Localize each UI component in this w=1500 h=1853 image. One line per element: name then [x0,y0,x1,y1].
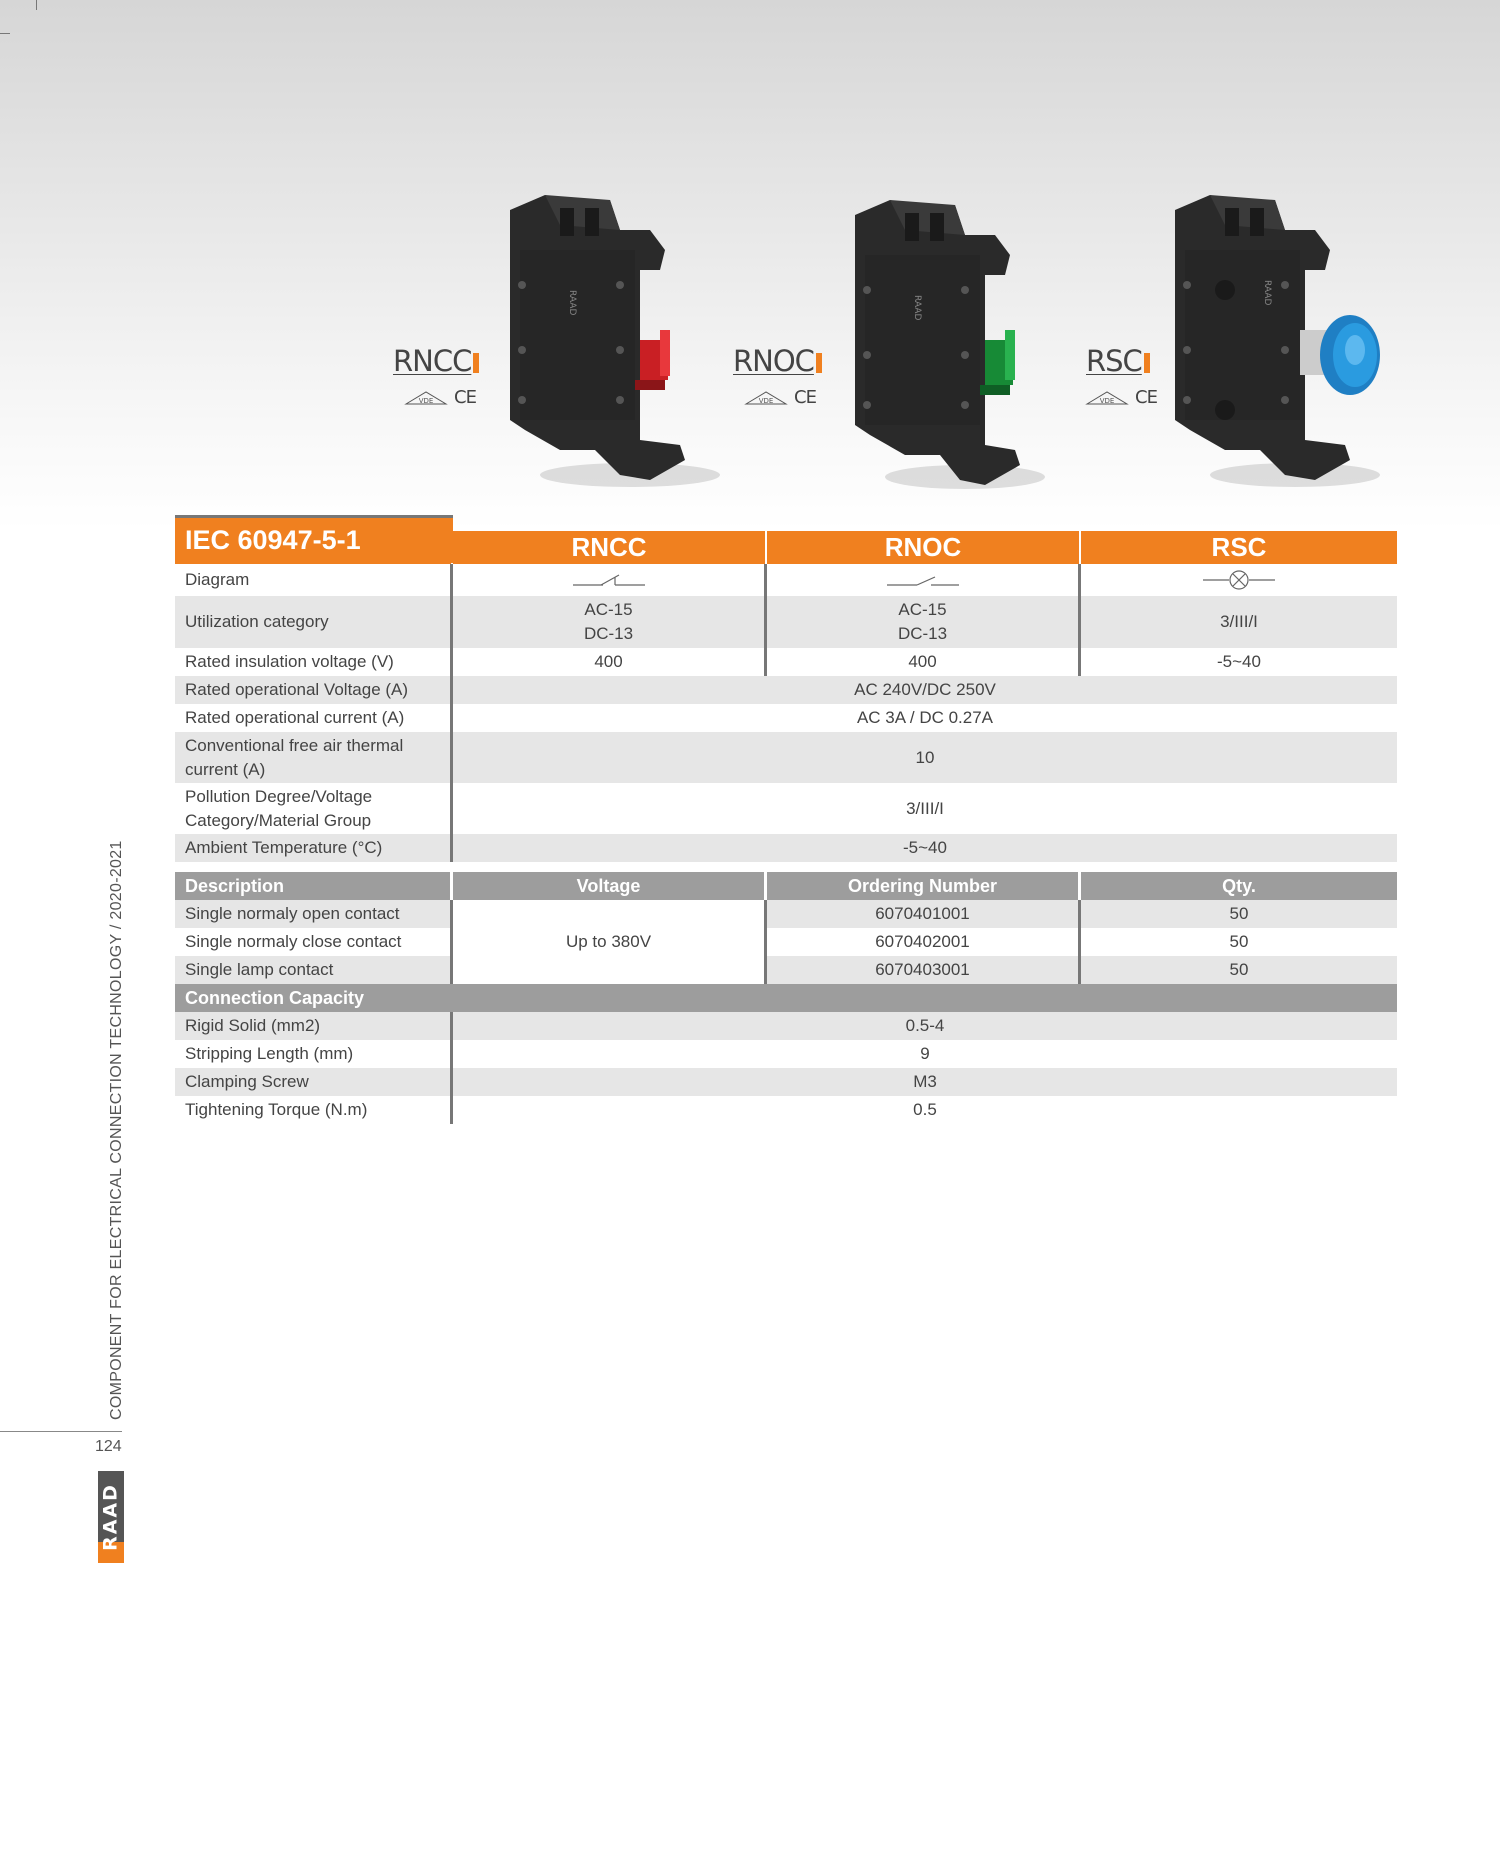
nc-contact-symbol [453,564,767,596]
no-contact-symbol [767,564,1081,596]
raad-logo [98,1471,124,1563]
table-row: Pollution Degree/Voltage Category/Material Group 3/III/I [175,783,1397,834]
table-row: Clamping Screw M3 [175,1068,1397,1096]
column-header-rsc: RSC [1211,532,1267,562]
product-image-rnoc [845,195,1045,495]
svg-text:RAAD: RAAD [912,295,922,321]
product-image-rncc [500,190,720,490]
crop-mark [0,33,10,34]
table-row: Conventional free air thermal current (A) 10 [175,732,1397,783]
svg-text:VDE: VDE [758,396,774,405]
ce-mark: CE [1135,387,1157,408]
table-row: Tightening Torque (N.m) 0.5 [175,1096,1397,1124]
svg-text:RAAD: RAAD [567,290,577,316]
table-row: Rigid Solid (mm2) 0.5-4 [175,1012,1397,1040]
table-row: Rated insulation voltage (V) 400 400 -5~40 [175,648,1397,676]
column-header-rnoc: RNOC [767,531,1081,564]
column-header-rncc: RNCC [453,531,767,564]
order-row: Single normaly close contact 6070402001 50 [175,928,1397,956]
order-table-header: Description Voltage Ordering Number Qty. [175,872,1397,900]
crop-mark [36,0,37,10]
lamp-symbol [1081,564,1397,596]
product-label-rncc: RNCC [393,344,479,378]
svg-text:VDE: VDE [1099,396,1115,405]
table-row: Stripping Length (mm) 9 [175,1040,1397,1068]
ce-mark: CE [454,387,476,408]
table-row: Rated operational current (A) AC 3A / DC 0.27A [175,704,1397,732]
table-row: Utilization category AC-15 DC-13 AC-15 DC-13 3/III/I [175,596,1397,648]
product-label-rnoc: RNOC [733,344,822,378]
svg-text:RAAD: RAAD [1262,280,1272,306]
divider [0,1431,122,1432]
cert-marks [744,387,816,408]
connection-header: Connection Capacity [175,984,1397,1012]
ce-mark: CE [794,387,816,408]
product-label-rsc: RSC [1086,344,1150,378]
voltage-cell: Up to 380V [453,900,767,984]
table-row: Rated operational Voltage (A) AC 240V/DC 250V [175,676,1397,704]
side-caption: COMPONENT FOR ELECTRICAL CONNECTION TECHNOLOGY / 2020-2021 [108,840,125,1420]
table-row: Ambient Temperature (°C) -5~40 [175,834,1397,862]
vde-icon [1085,391,1129,405]
table-row: Diagram [175,564,1397,596]
standard-title: IEC 60947-5-1 [175,515,453,563]
cert-marks [1085,387,1157,408]
vde-icon [404,391,448,405]
page-number: 124 [95,1438,122,1455]
svg-text:RAAD: RAAD [99,1483,122,1551]
product-image-rsc [1165,190,1415,490]
order-row: Single lamp contact 6070403001 50 [175,956,1397,984]
vde-icon [744,391,788,405]
svg-text:VDE: VDE [418,396,434,405]
order-row: Single normaly open contact 6070401001 50 [175,900,1397,928]
cert-marks [404,387,476,408]
